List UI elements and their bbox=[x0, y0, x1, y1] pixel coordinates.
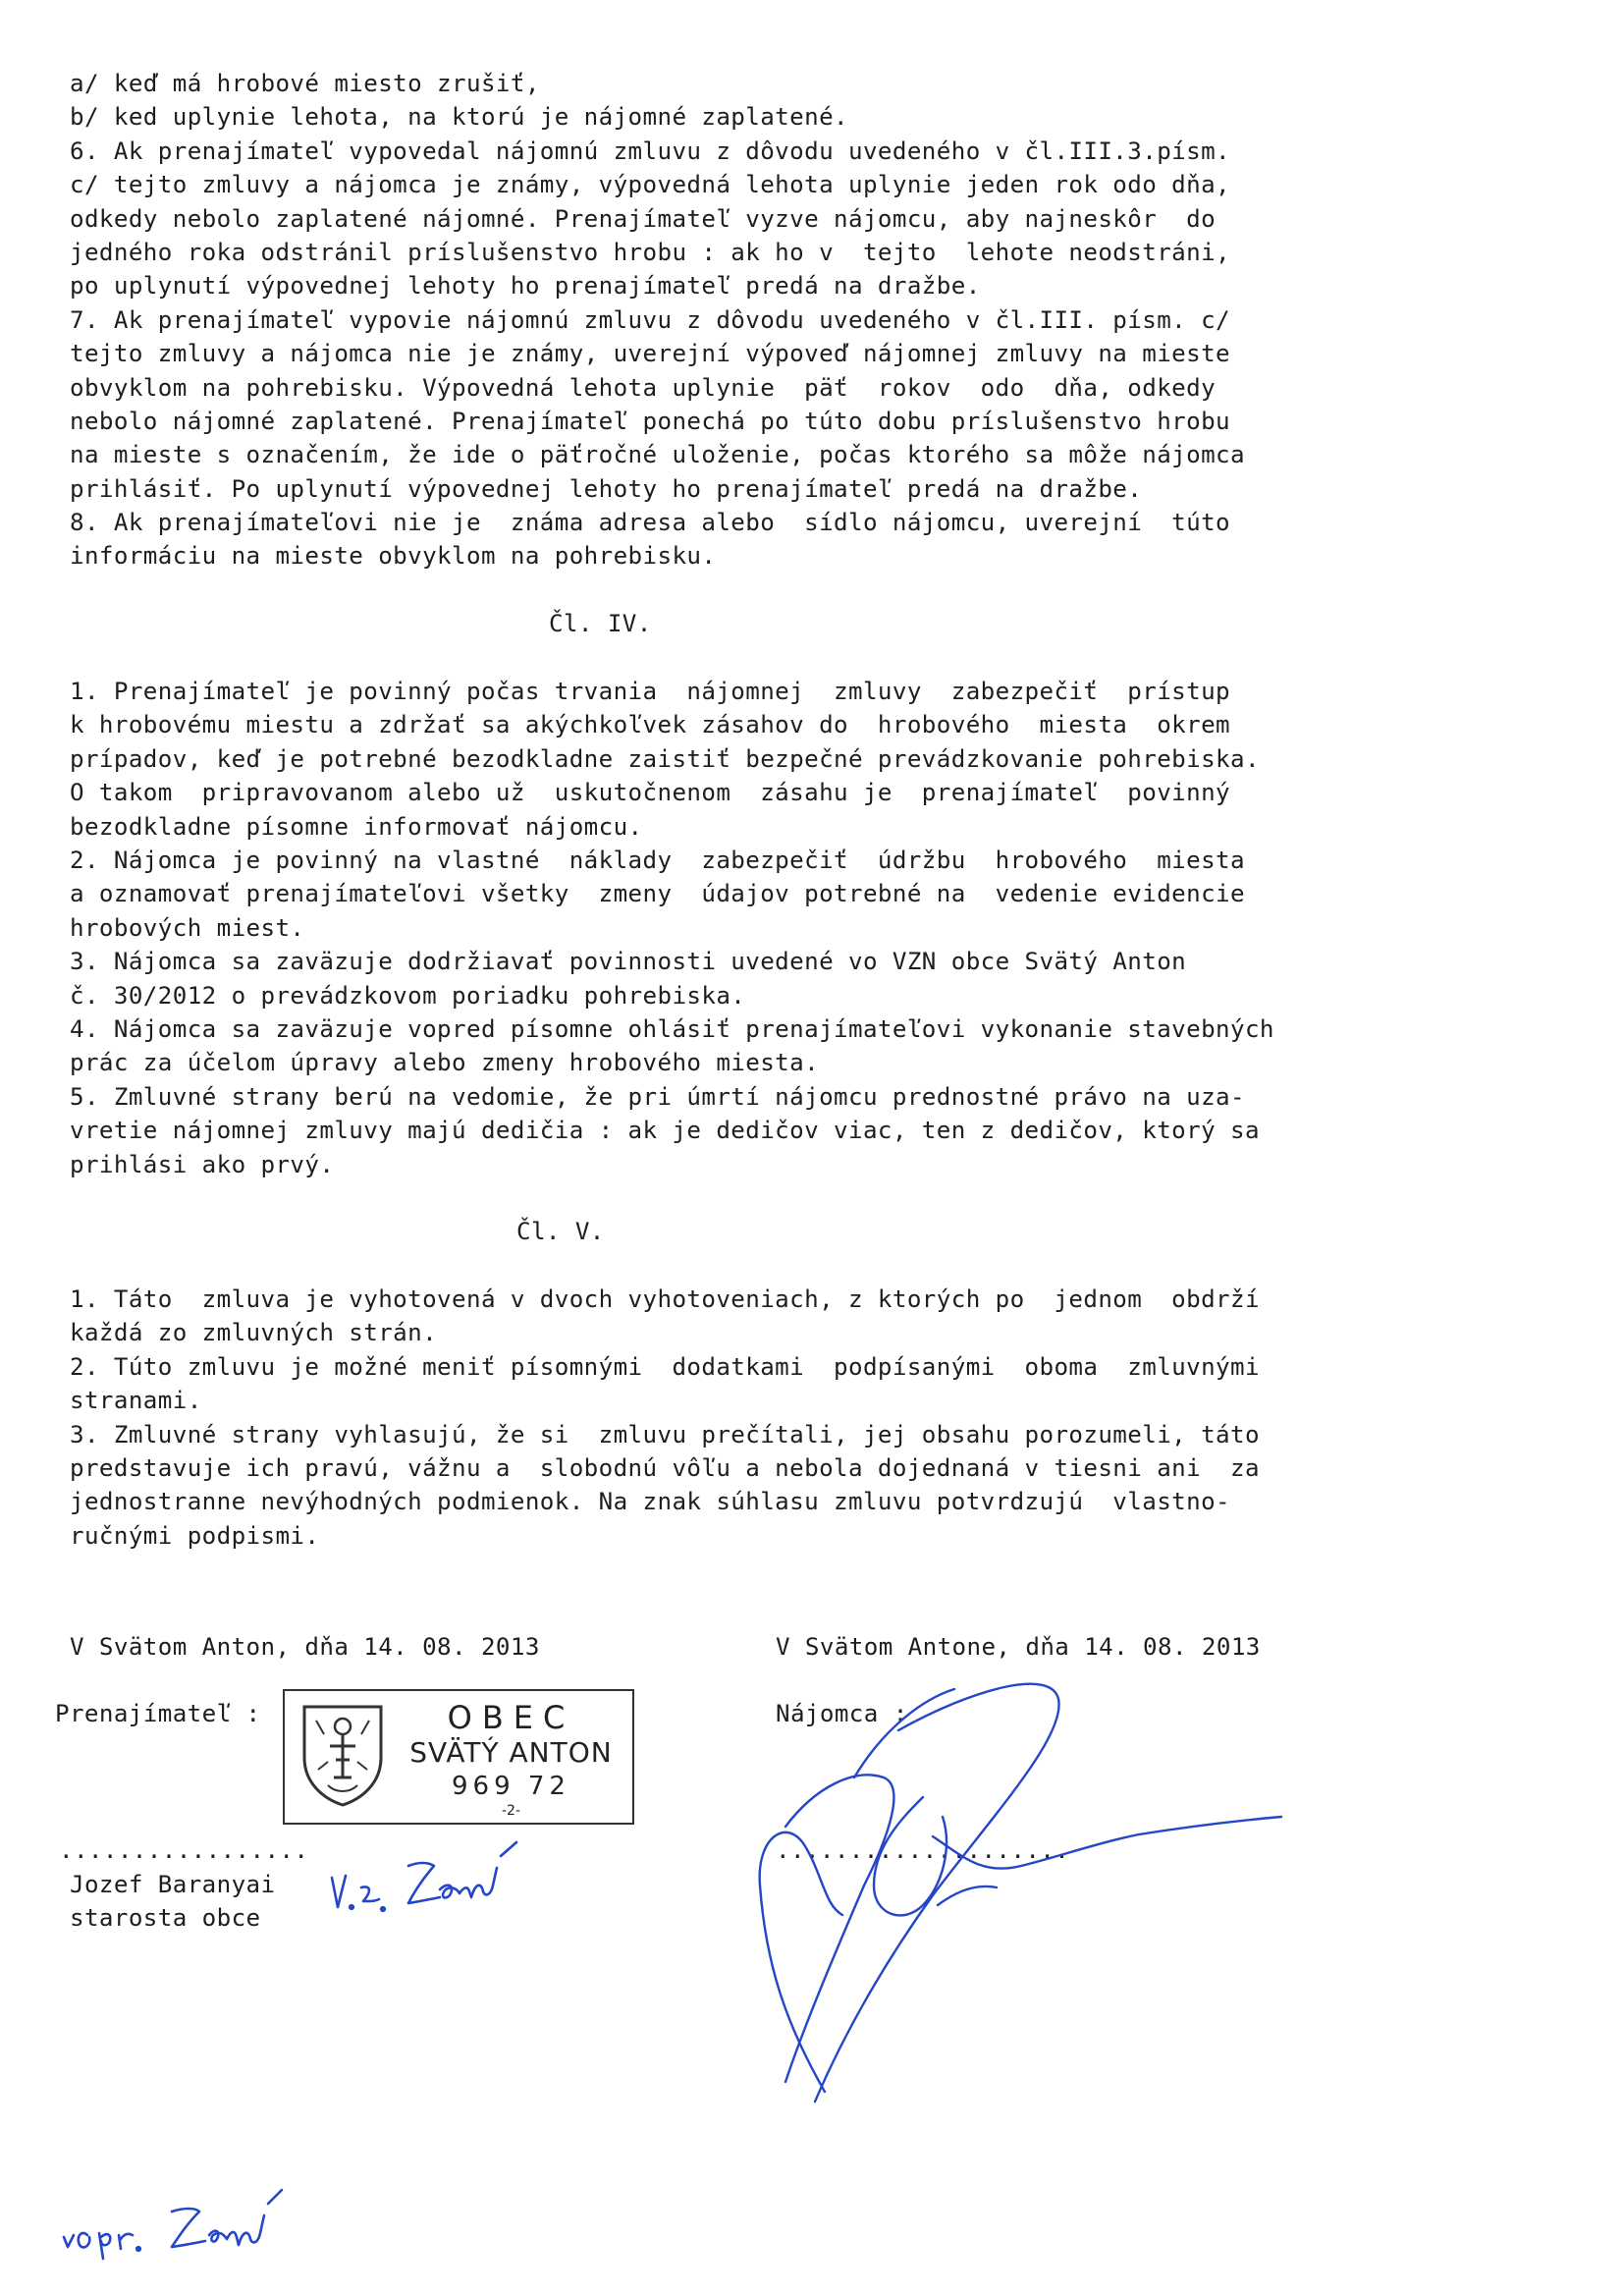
text-line: odkedy nebolo zaplatené nájomné. Prenajímateľ vyzve nájomcu, aby najneskôr do bbox=[70, 204, 1217, 233]
text-line: po uplynutí výpovednej lehoty ho prenajímateľ predá na dražbe. bbox=[70, 272, 981, 301]
text-line: c/ tejto zmluvy a nájomca je známy, výpovedná lehota uplynie jeden rok odo dňa, bbox=[70, 171, 1231, 199]
text-line: 1. Táto zmluva je vyhotovená v dvoch vyhotoveniach, z ktorých po jednom obdrží bbox=[70, 1285, 1260, 1314]
text-line: 3. Nájomca sa zaväzuje dodržiavať povinnosti uvedené vo VZN obce Svätý Anton bbox=[70, 948, 1187, 976]
text-line: prípadov, keď je potrebné bezodkladne zaistiť bezpečné prevádzkovanie pohrebiska. bbox=[70, 744, 1260, 773]
stamp-number: -2- bbox=[501, 1803, 520, 1819]
text-line: a oznamovať prenajímateľovi všetky zmeny údajov potrebné na vedenie evidencie bbox=[70, 880, 1245, 908]
tenant-signature-line: .................... bbox=[776, 1836, 1070, 1864]
section-top-paragraphs bbox=[70, 67, 1405, 574]
coat-of-arms-icon bbox=[298, 1701, 387, 1809]
municipal-stamp bbox=[283, 1689, 634, 1825]
text-line: jedného roka odstránil príslušenstvo hrobu : ak ho v tejto lehote neodstráni, bbox=[70, 238, 1231, 266]
stamp-title: OBEC bbox=[447, 1699, 575, 1736]
handwritten-annotation-bottom bbox=[54, 2160, 309, 2269]
tenant-label: Nájomca : bbox=[776, 1700, 908, 1727]
text-line: 7. Ak prenajímateľ vypovie nájomnú zmluvu z dôvodu uvedeného v čl.III. písm. c/ bbox=[70, 305, 1231, 334]
landlord-label: Prenajímateľ : bbox=[55, 1700, 261, 1727]
section-heading-v: Čl. V. bbox=[516, 1218, 605, 1246]
left-place-date: V Svätom Anton, dňa 14. 08. 2013 bbox=[70, 1633, 540, 1661]
text-line: ručnými podpismi. bbox=[70, 1521, 320, 1550]
text-line: O takom pripravovanom alebo už uskutočnenom zásahu je prenajímateľ povinný bbox=[70, 779, 1231, 807]
contract-document bbox=[70, 67, 1405, 1553]
text-line: prihlási ako prvý. bbox=[70, 1150, 335, 1178]
text-line: 1. Prenajímateľ je povinný počas trvania nájomnej zmluvy zabezpečiť prístup bbox=[70, 678, 1231, 706]
section-v-paragraphs bbox=[70, 1283, 1405, 1553]
text-line: jednostranne nevýhodných podmienok. Na znak súhlasu zmluvu potvrdzujú vlastno- bbox=[70, 1488, 1231, 1516]
text-line: tejto zmluvy a nájomca nie je známy, uverejní výpoveď nájomnej zmluvy na mieste bbox=[70, 340, 1231, 368]
text-line: hrobových miest. bbox=[70, 913, 305, 942]
text-line: 2. Nájomca je povinný na vlastné náklady zabezpečiť údržbu hrobového miesta bbox=[70, 846, 1245, 874]
text-line: č. 30/2012 o prevádzkovom poriadku pohrebiska. bbox=[70, 981, 746, 1010]
section-iv-paragraphs bbox=[70, 675, 1405, 1181]
tenant-signature bbox=[727, 1669, 1316, 2121]
text-line: 5. Zmluvné strany berú na vedomie, že pri úmrtí nájomcu prednostné právo na uza- bbox=[70, 1082, 1245, 1111]
text-line: prác za účelom úpravy alebo zmeny hrobového miesta. bbox=[70, 1049, 820, 1077]
right-place-date: V Svätom Antone, dňa 14. 08. 2013 bbox=[776, 1633, 1261, 1661]
text-line: 6. Ak prenajímateľ vypovedal nájomnú zmluvu z dôvodu uvedeného v čl.III.3.písm. bbox=[70, 137, 1231, 165]
handwritten-initials-landlord bbox=[324, 1836, 540, 1935]
landlord-title: starosta obce bbox=[70, 1904, 261, 1932]
text-line: 3. Zmluvné strany vyhlasujú, že si zmluvu prečítali, jej obsahu porozumeli, táto bbox=[70, 1420, 1260, 1449]
text-line: b/ ked uplynie lehota, na ktorú je nájomné zaplatené. bbox=[70, 103, 848, 132]
text-line: nebolo nájomné zaplatené. Prenajímateľ ponechá po túto dobu príslušenstvo hrobu bbox=[70, 407, 1231, 435]
text-line: bezodkladne písomne informovať nájomcu. bbox=[70, 812, 643, 841]
text-line: 2. Túto zmluvu je možné meniť písomnými dodatkami podpísanými oboma zmluvnými bbox=[70, 1352, 1260, 1381]
stamp-postcode: 969 72 bbox=[452, 1772, 570, 1801]
text-line: 4. Nájomca sa zaväzuje vopred písomne ohlásiť prenajímateľovi vykonanie stavebných bbox=[70, 1014, 1274, 1043]
section-heading-iv: Čl. IV. bbox=[549, 610, 652, 638]
stamp-municipality: SVÄTÝ ANTON bbox=[409, 1736, 613, 1769]
text-line: 8. Ak prenajímateľovi nie je známa adresa alebo sídlo nájomcu, uverejní túto bbox=[70, 509, 1231, 537]
text-line: vretie nájomnej zmluvy majú dedičia : ak je dedičov viac, ten z dedičov, ktorý sa bbox=[70, 1117, 1260, 1145]
text-line: stranami. bbox=[70, 1387, 202, 1415]
landlord-signature-line: ................. bbox=[59, 1836, 309, 1864]
text-line: obvyklom na pohrebisku. Výpovedná lehota uplynie päť rokov odo dňa, odkedy bbox=[70, 373, 1217, 402]
text-line: každá zo zmluvných strán. bbox=[70, 1319, 438, 1347]
text-line: k hrobovému miestu a zdržať sa akýchkoľvek zásahov do hrobového miesta okrem bbox=[70, 711, 1231, 739]
text-line: predstavuje ich pravú, vážnu a slobodnú vôľu a nebola dojednaná v tiesni ani za bbox=[70, 1454, 1260, 1483]
landlord-name: Jozef Baranyai bbox=[70, 1871, 276, 1898]
text-line: prihlásiť. Po uplynutí výpovednej lehoty ho prenajímateľ predá na dražbe. bbox=[70, 474, 1143, 503]
text-line: a/ keď má hrobové miesto zrušiť, bbox=[70, 70, 540, 97]
text-line: na mieste s označením, že ide o päťročné uloženie, počas ktorého sa môže nájomca bbox=[70, 441, 1245, 469]
text-line: informáciu na mieste obvyklom na pohrebisku. bbox=[70, 542, 717, 571]
